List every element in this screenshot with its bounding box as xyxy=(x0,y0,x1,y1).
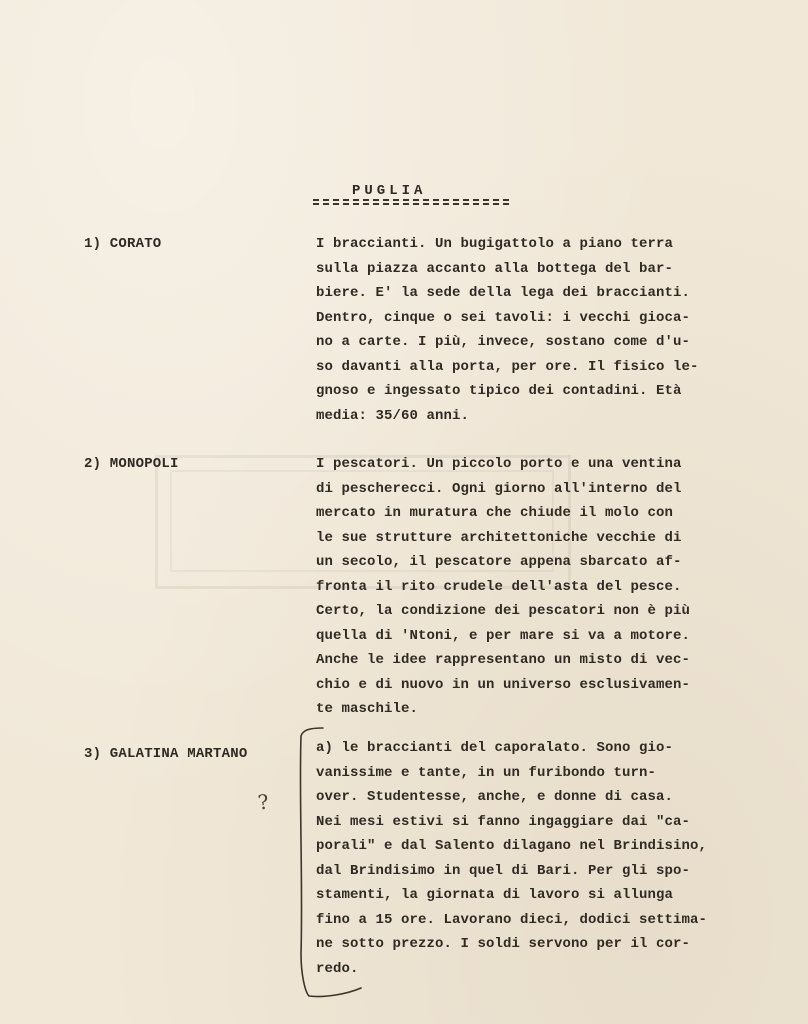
text-line: un secolo, il pescatore appena sbarcato af- xyxy=(316,554,682,570)
text-line: no a carte. I più, invece, sostano come d'u- xyxy=(316,334,691,350)
section-label-monopoli: 2) MONOPOLI xyxy=(84,456,179,472)
section-text-corato xyxy=(316,232,776,428)
text-line: stamenti, la giornata di lavoro si allunga xyxy=(316,887,674,903)
title-underline xyxy=(313,199,509,205)
text-line: redo. xyxy=(316,960,359,977)
text-line: so davanti alla porta, per ore. Il fisico le- xyxy=(316,358,699,375)
text-line: Certo, la condizione dei pescatori non è più xyxy=(316,603,691,619)
text-line: over. Studentesse, anche, e donne di casa. xyxy=(316,789,674,805)
text-line: quella di 'Ntoni, e per mare si va a motore. xyxy=(316,627,691,644)
text-line: le sue strutture architettoniche vecchie di xyxy=(316,529,682,546)
text-line: porali" e dal Salento dilagano nel Brindisino, xyxy=(316,838,708,854)
text-line: Dentro, cinque o sei tavoli: i vecchi gioca- xyxy=(316,309,691,326)
text-line: I braccianti. Un bugigattolo a piano terra xyxy=(316,236,674,252)
text-line: di pescherecci. Ogni giorno all'interno del xyxy=(316,480,682,497)
text-line: chio e di nuovo in un universo esclusivamen- xyxy=(316,676,691,693)
text-line: media: 35/60 anni. xyxy=(316,407,470,424)
text-line: mercato in muratura che chiude il molo con xyxy=(316,505,674,521)
section-text-monopoli xyxy=(316,452,776,722)
text-line: Nei mesi estivi si fanno ingaggiare dai "ca- xyxy=(316,813,691,830)
handwritten-bracket xyxy=(295,724,375,1004)
text-line: ne sotto prezzo. I soldi servono per il cor- xyxy=(316,936,691,952)
section-text-galatina-martano xyxy=(316,736,776,981)
text-line: gnoso e ingessato tipico dei contadini. Età xyxy=(316,383,682,399)
text-line: dal Brindisimo in quel di Bari. Per gli spo- xyxy=(316,862,691,879)
text-line: a) le braccianti del caporalato. Sono gio- xyxy=(316,740,674,756)
text-line: Anche le idee rappresentano un misto di vec- xyxy=(316,652,691,668)
text-line: sulla piazza accanto alla bottega del bar- xyxy=(316,260,674,277)
text-line: biere. E' la sede della lega dei braccianti. xyxy=(316,285,691,301)
text-line: fino a 15 ore. Lavorano dieci, dodici settima- xyxy=(316,911,708,928)
section-label-galatina-martano: 3) GALATINA MARTANO xyxy=(84,746,248,762)
handwritten-question-mark: ? xyxy=(256,789,271,815)
page-title: PUGLIA xyxy=(352,183,427,199)
text-line: vanissime e tante, in un furibondo turn- xyxy=(316,764,657,781)
section-label-corato: 1) CORATO xyxy=(84,236,162,252)
text-line: te maschile. xyxy=(316,701,419,717)
text-line: fronta il rito crudele dell'asta del pesce. xyxy=(316,578,682,595)
text-line: I pescatori. Un piccolo porto e una ventina xyxy=(316,456,682,472)
